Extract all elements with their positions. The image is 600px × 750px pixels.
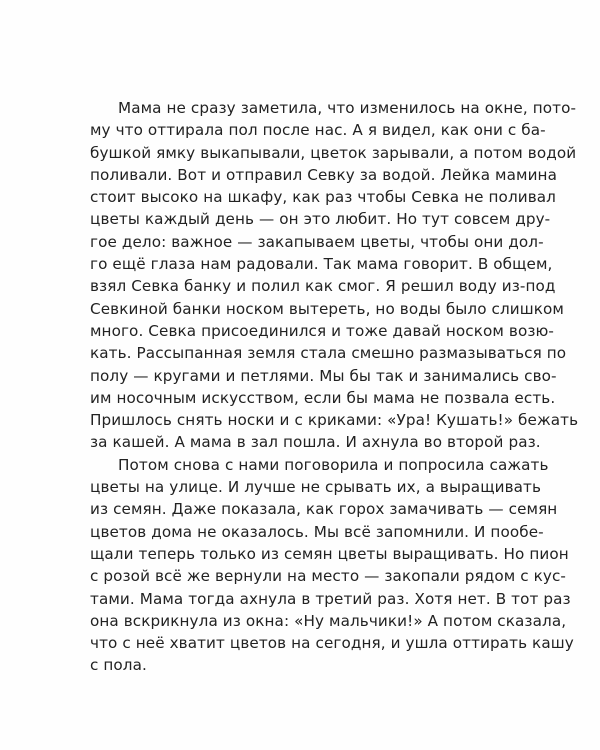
paragraph-2-line-7: тами. Мама тогда ахнула в третий раз. Хотя нет. В тот раз	[90, 589, 571, 608]
paragraph-2-line-9: что с неё хватит цветов на сегодня, и ушла оттирать кашу	[90, 634, 574, 653]
paragraph-1-line-2: му что оттирала пол после нас. А я видел, как они с ба-	[90, 121, 546, 140]
paragraph-1-line-16: за кашей. А мама в зал пошла. И ахнула во второй раз.	[90, 433, 541, 452]
paragraph-1-line-10: Севкиной банки носком вытереть, но воды было слишком	[90, 299, 564, 318]
paragraph-1-line-13: полу — кругами и петлями. Мы бы так и занимались сво-	[90, 366, 557, 385]
paragraph-1-line-4: поливали. Вот и отправил Севку за водой. Лейка мамина	[90, 165, 557, 184]
story-text	[90, 97, 579, 677]
paragraph-1-line-15: Пришлось снять носки и с криками: «Ура! Кушать!» бежать	[90, 411, 579, 430]
paragraph-1-line-11: много. Севка присоединился и тоже давай носком возю-	[90, 321, 554, 340]
paragraph-2-line-5: щали теперь только из семян цветы выращивать. Но пион	[90, 544, 569, 563]
paragraph-1-line-7: гое дело: важное — закапываем цветы, чтобы они дол-	[90, 232, 544, 251]
paragraph-2-line-2: цветы на улице. И лучше не срывать их, а выращивать	[90, 478, 542, 497]
paragraph-1-line-6: цветы каждый день — он это любит. Но тут совсем дру-	[90, 210, 551, 229]
paragraph-1-line-8: го ещё глаза нам радовали. Так мама говорит. В общем,	[90, 255, 553, 274]
paragraph-2-line-10: с пола.	[90, 656, 147, 675]
paragraph-1-line-3: бушкой ямку выкапывали, цветок зарывали, а потом водой	[90, 143, 577, 162]
paragraph-2-line-1: Потом снова с нами поговорила и попросила сажать	[118, 455, 549, 474]
paragraph-1-line-9: взял Севка банку и полил как смог. Я решил воду из-под	[90, 277, 556, 296]
paragraph-2-line-3: из семян. Даже показала, как горох замачивать — семян	[90, 500, 558, 519]
paragraph-1-line-14: им носочным искусством, если бы мама не позвала есть.	[90, 388, 556, 407]
paragraph-2-line-4: цветов дома не оказалось. Мы всё запомнили. И пообе-	[90, 522, 544, 541]
paragraph-1-line-5: стоит высоко на шкафу, как раз чтобы Севка не поливал	[90, 188, 556, 207]
paragraph-1-line-1: Мама не сразу заметила, что изменилось на окне, пото-	[118, 99, 577, 117]
paragraph-2-line-6: с розой всё же вернули на место — закопали рядом с кус-	[90, 567, 566, 586]
paragraph-1-line-12: кать. Рассыпанная земля стала смешно размазываться по	[90, 344, 567, 363]
paragraph-2-line-8: она вскрикнула из окна: «Ну мальчики!» А потом сказала,	[90, 611, 567, 630]
